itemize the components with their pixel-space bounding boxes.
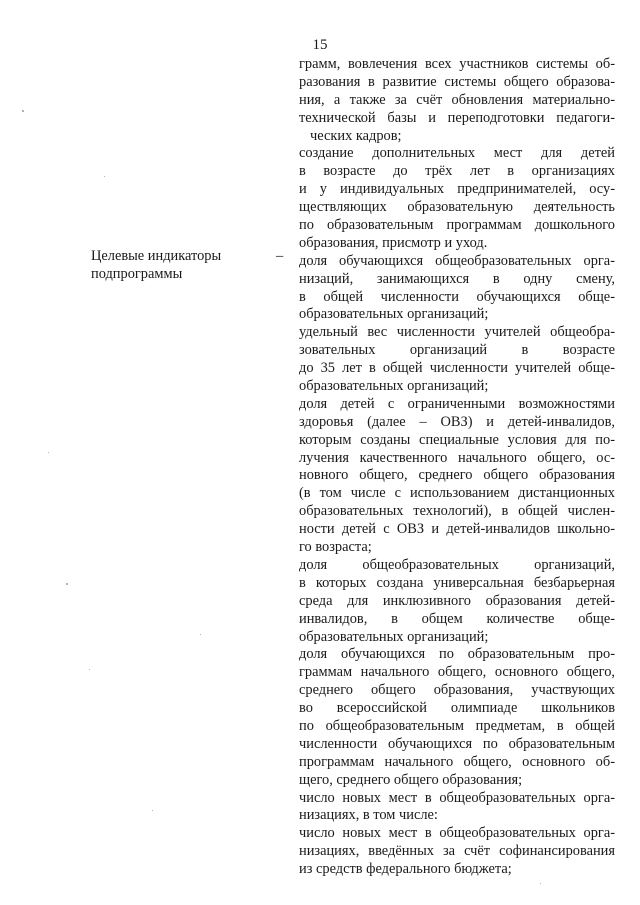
- text-line: разования в развитие системы общего образова-: [299, 73, 615, 90]
- text-line: зовательных организаций в возрасте: [299, 342, 615, 359]
- text-line: граммам начального общего, основного общего,: [299, 664, 615, 681]
- text-line: и у индивидуальных предпринимателей, осу-: [299, 181, 615, 198]
- text-line: образовательных организаций;: [299, 306, 489, 323]
- text-line: здоровья (далее – ОВЗ) и детей-инвалидов,: [299, 413, 615, 430]
- text-line: среда для инклюзивного образования детей-: [299, 592, 615, 609]
- text-line: доля общеобразовательных организаций,: [299, 556, 615, 573]
- text-line: по образовательным программам дошкольного: [299, 217, 615, 234]
- scan-speck: [152, 810, 153, 811]
- text-line: ческих кадров;: [310, 127, 402, 144]
- text-line: низациях, в том числе:: [299, 807, 438, 824]
- text-line: (в том числе с использованием дистанционных: [299, 485, 615, 502]
- text-line: низаций, занимающихся в одну смену,: [299, 270, 615, 287]
- text-line: доля обучающихся по образовательным про-: [299, 646, 615, 663]
- text-line: до 35 лет в общей численности учителей обще-: [299, 360, 615, 377]
- text-line: инвалидов, в общем количестве обще-: [299, 610, 615, 627]
- text-line: в возрасте до трёх лет в организациях: [299, 163, 615, 180]
- text-line: в которых создана универсальная безбарьерная: [299, 574, 615, 591]
- text-line: число новых мест в общеобразовательных орга-: [299, 825, 615, 842]
- scan-speck: [66, 583, 68, 585]
- text-line: доля детей с ограниченными возможностями: [299, 395, 615, 412]
- text-line: по общеобразовательным предметам, в общей: [299, 717, 615, 734]
- text-line: создание дополнительных мест для детей: [299, 145, 615, 162]
- text-line: число новых мест в общеобразовательных орга-: [299, 789, 615, 806]
- page-number: 15: [312, 37, 328, 53]
- text-line: ния, а также за счёт обновления материально-: [299, 91, 615, 108]
- text-line: низациях, введённых за счёт софинансирования: [299, 843, 615, 860]
- content-column: [299, 56, 615, 879]
- text-line: лучения качественного начального общего, ос-: [299, 449, 615, 466]
- text-line: новного общего, среднего общего образования: [299, 467, 615, 484]
- text-line: в общей численности обучающихся обще-: [299, 288, 615, 305]
- text-line: ности детей с ОВЗ и детей-инвалидов школьно-: [299, 521, 615, 538]
- text-line: щего, среднего общего образования;: [299, 771, 523, 788]
- scan-speck: [48, 452, 49, 453]
- text-line: численности обучающихся по образовательным: [299, 735, 615, 752]
- text-line: из средств федерального бюджета;: [299, 861, 512, 878]
- text-line: грамм, вовлечения всех участников системы об-: [299, 56, 615, 72]
- text-line: технической базы и переподготовки педагоги-: [299, 109, 615, 126]
- text-line: удельный вес численности учителей общеобра-: [299, 324, 615, 341]
- text-line: которым созданы специальные условия для по-: [299, 431, 615, 448]
- indicators-label: [91, 247, 271, 284]
- scan-speck: [540, 883, 541, 884]
- text-line: образовательных организаций;: [299, 378, 489, 395]
- text-line: образования, присмотр и уход.: [299, 234, 488, 251]
- indicators-label-line: подпрограммы: [91, 266, 183, 283]
- text-line: образовательных организаций;: [299, 628, 489, 645]
- text-line: доля обучающихся общеобразовательных орга-: [299, 252, 615, 269]
- text-line: программам начального общего, основного об-: [299, 753, 615, 770]
- scan-speck: [89, 669, 90, 670]
- text-line: образовательных технологий), в общей числен-: [299, 503, 615, 520]
- scan-speck: [200, 634, 201, 635]
- text-line: ществляющих образовательную деятельность: [299, 199, 615, 216]
- scan-speck: [22, 110, 24, 112]
- text-line: во всероссийской олимпиаде школьников: [299, 700, 615, 717]
- indicators-label-line: Целевые индикаторы: [91, 248, 222, 264]
- scan-speck: [104, 176, 105, 177]
- text-line: среднего общего образования, участвующих: [299, 682, 615, 699]
- label-dash: –: [276, 248, 284, 264]
- text-line: го возраста;: [299, 539, 372, 556]
